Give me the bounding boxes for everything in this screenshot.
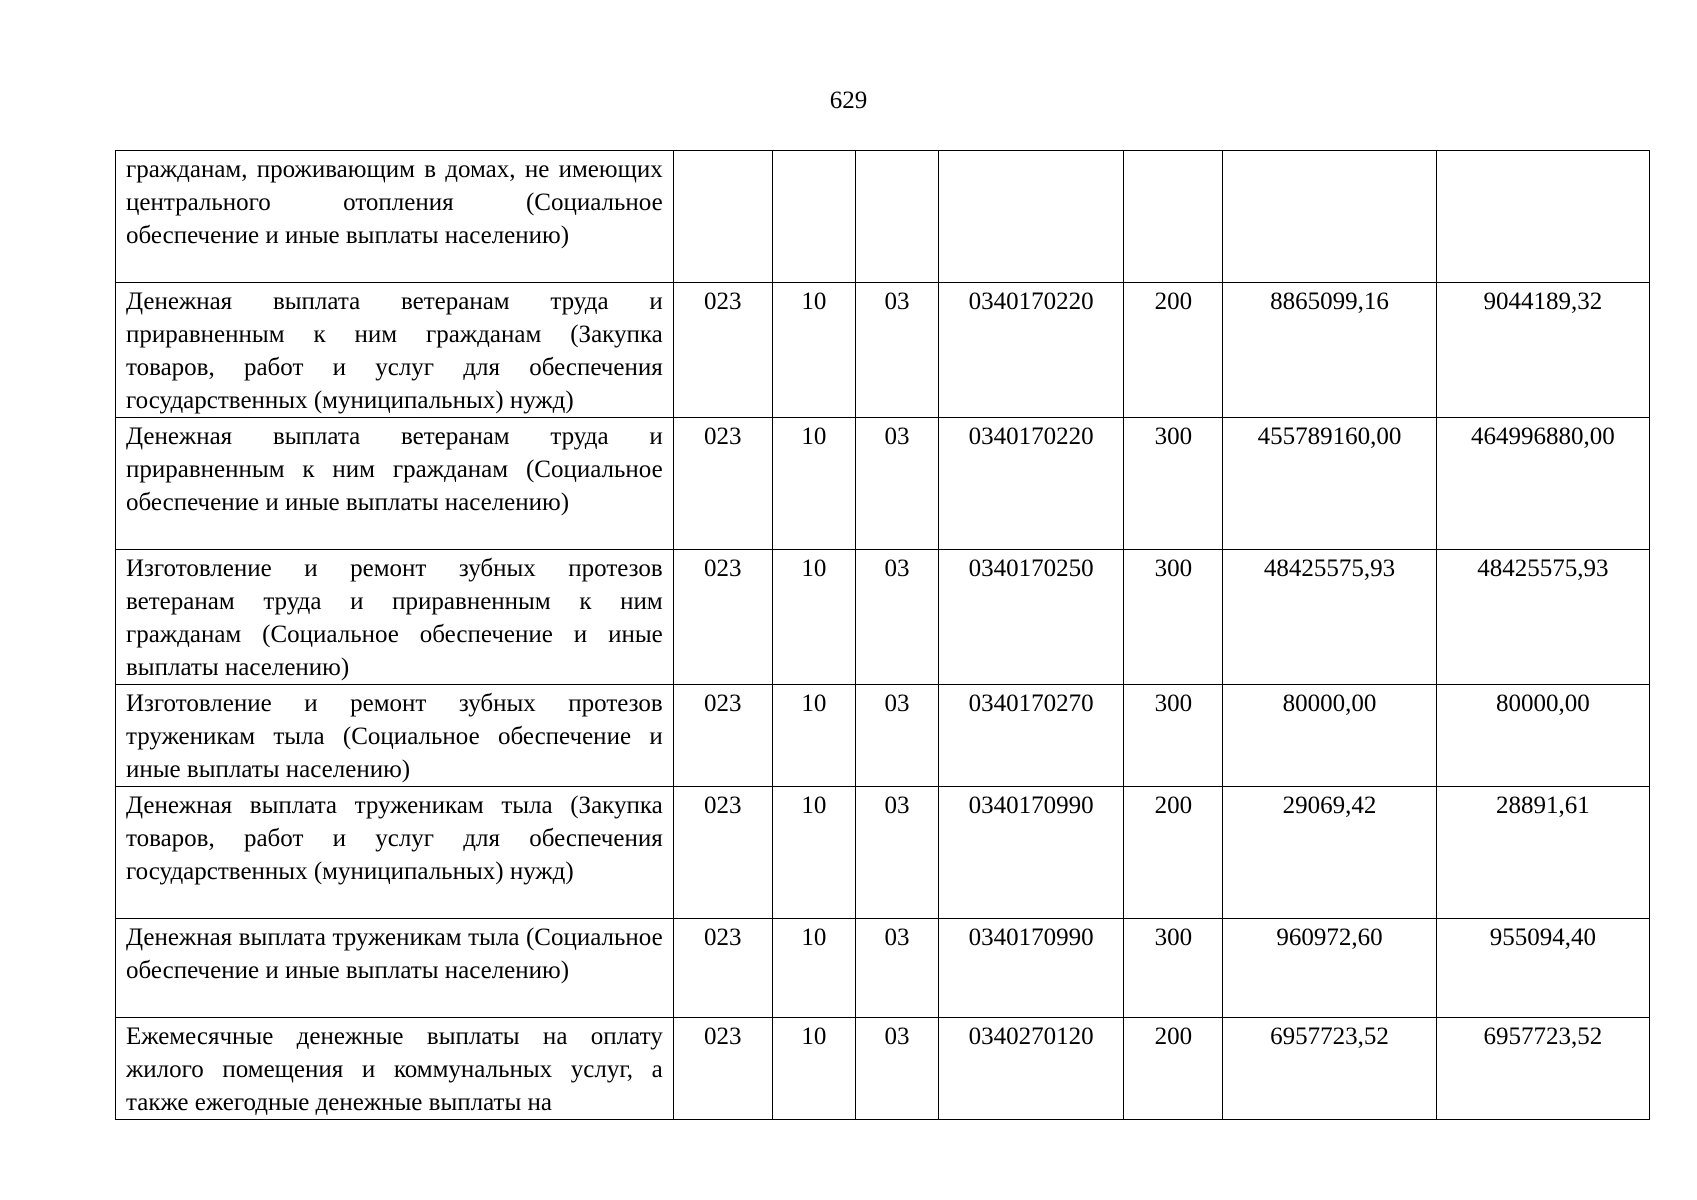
amount-year2: 955094,40 bbox=[1436, 919, 1649, 1018]
ministry-code bbox=[673, 151, 772, 283]
section-code: 10 bbox=[772, 418, 855, 550]
section-code: 10 bbox=[772, 550, 855, 685]
section-code bbox=[772, 151, 855, 283]
target-article-code bbox=[939, 151, 1124, 283]
row-description: Денежная выплата труженикам тыла (Социальное обеспечение и иные выплаты населению) bbox=[116, 919, 674, 1018]
section-code: 10 bbox=[772, 283, 855, 418]
amount-year2: 48425575,93 bbox=[1436, 550, 1649, 685]
table-row bbox=[116, 685, 1650, 787]
expense-type-code: 300 bbox=[1124, 685, 1223, 787]
row-description: Изготовление и ремонт зубных протезов ветеранам труда и приравненным к ним гражданам (Социальное обеспечение и иные выплаты населению) bbox=[116, 550, 674, 685]
amount-year1: 960972,60 bbox=[1223, 919, 1436, 1018]
subsection-code: 03 bbox=[855, 283, 938, 418]
ministry-code: 023 bbox=[673, 283, 772, 418]
target-article-code: 0340170990 bbox=[939, 919, 1124, 1018]
amount-year2 bbox=[1436, 151, 1649, 283]
amount-year2: 80000,00 bbox=[1436, 685, 1649, 787]
ministry-code: 023 bbox=[673, 550, 772, 685]
section-code: 10 bbox=[772, 787, 855, 919]
subsection-code: 03 bbox=[855, 1018, 938, 1120]
target-article-code: 0340170990 bbox=[939, 787, 1124, 919]
row-description: Денежная выплата труженикам тыла (Закупка товаров, работ и услуг для обеспечения государственных (муниципальных) нужд) bbox=[116, 787, 674, 919]
expense-type-code: 200 bbox=[1124, 283, 1223, 418]
page-number: 629 bbox=[829, 87, 868, 114]
target-article-code: 0340170220 bbox=[939, 418, 1124, 550]
amount-year1: 6957723,52 bbox=[1223, 1018, 1436, 1120]
amount-year2: 6957723,52 bbox=[1436, 1018, 1649, 1120]
target-article-code: 0340270120 bbox=[939, 1018, 1124, 1120]
subsection-code: 03 bbox=[855, 418, 938, 550]
amount-year1: 80000,00 bbox=[1223, 685, 1436, 787]
table-row bbox=[116, 283, 1650, 418]
section-code: 10 bbox=[772, 919, 855, 1018]
expense-type-code: 300 bbox=[1124, 418, 1223, 550]
ministry-code: 023 bbox=[673, 418, 772, 550]
ministry-code: 023 bbox=[673, 685, 772, 787]
row-description: Денежная выплата ветеранам труда и приравненным к ним гражданам (Социальное обеспечение и иные выплаты населению) bbox=[116, 418, 674, 550]
amount-year2: 28891,61 bbox=[1436, 787, 1649, 919]
row-description: Изготовление и ремонт зубных протезов труженикам тыла (Социальное обеспечение и иные выплаты населению) bbox=[116, 685, 674, 787]
table-row bbox=[116, 151, 1650, 283]
expense-type-code: 200 bbox=[1124, 787, 1223, 919]
table-row bbox=[116, 1018, 1650, 1120]
expense-type-code: 300 bbox=[1124, 550, 1223, 685]
subsection-code: 03 bbox=[855, 787, 938, 919]
amount-year2: 464996880,00 bbox=[1436, 418, 1649, 550]
target-article-code: 0340170270 bbox=[939, 685, 1124, 787]
ministry-code: 023 bbox=[673, 919, 772, 1018]
amount-year1: 455789160,00 bbox=[1223, 418, 1436, 550]
subsection-code bbox=[855, 151, 938, 283]
ministry-code: 023 bbox=[673, 787, 772, 919]
table-row bbox=[116, 418, 1650, 550]
amount-year1: 48425575,93 bbox=[1223, 550, 1436, 685]
row-description: Денежная выплата ветеранам труда и приравненным к ним гражданам (Закупка товаров, работ и услуг для обеспечения государственных (муниципальных) нужд) bbox=[116, 283, 674, 418]
subsection-code: 03 bbox=[855, 550, 938, 685]
amount-year2: 9044189,32 bbox=[1436, 283, 1649, 418]
expense-type-code: 300 bbox=[1124, 919, 1223, 1018]
ministry-code: 023 bbox=[673, 1018, 772, 1120]
amount-year1: 29069,42 bbox=[1223, 787, 1436, 919]
amount-year1: 8865099,16 bbox=[1223, 283, 1436, 418]
row-description: Ежемесячные денежные выплаты на оплату жилого помещения и коммунальных услуг, а также ежегодные денежные выплаты на bbox=[116, 1018, 674, 1120]
table-row bbox=[116, 787, 1650, 919]
row-description: гражданам, проживающим в домах, не имеющих центрального отопления (Социальное обеспечение и иные выплаты населению) bbox=[116, 151, 674, 283]
table-row bbox=[116, 550, 1650, 685]
section-code: 10 bbox=[772, 685, 855, 787]
expense-type-code: 200 bbox=[1124, 1018, 1223, 1120]
section-code: 10 bbox=[772, 1018, 855, 1120]
table-row bbox=[116, 919, 1650, 1018]
subsection-code: 03 bbox=[855, 685, 938, 787]
budget-table bbox=[115, 150, 1650, 1120]
expense-type-code bbox=[1124, 151, 1223, 283]
subsection-code: 03 bbox=[855, 919, 938, 1018]
target-article-code: 0340170250 bbox=[939, 550, 1124, 685]
amount-year1 bbox=[1223, 151, 1436, 283]
target-article-code: 0340170220 bbox=[939, 283, 1124, 418]
